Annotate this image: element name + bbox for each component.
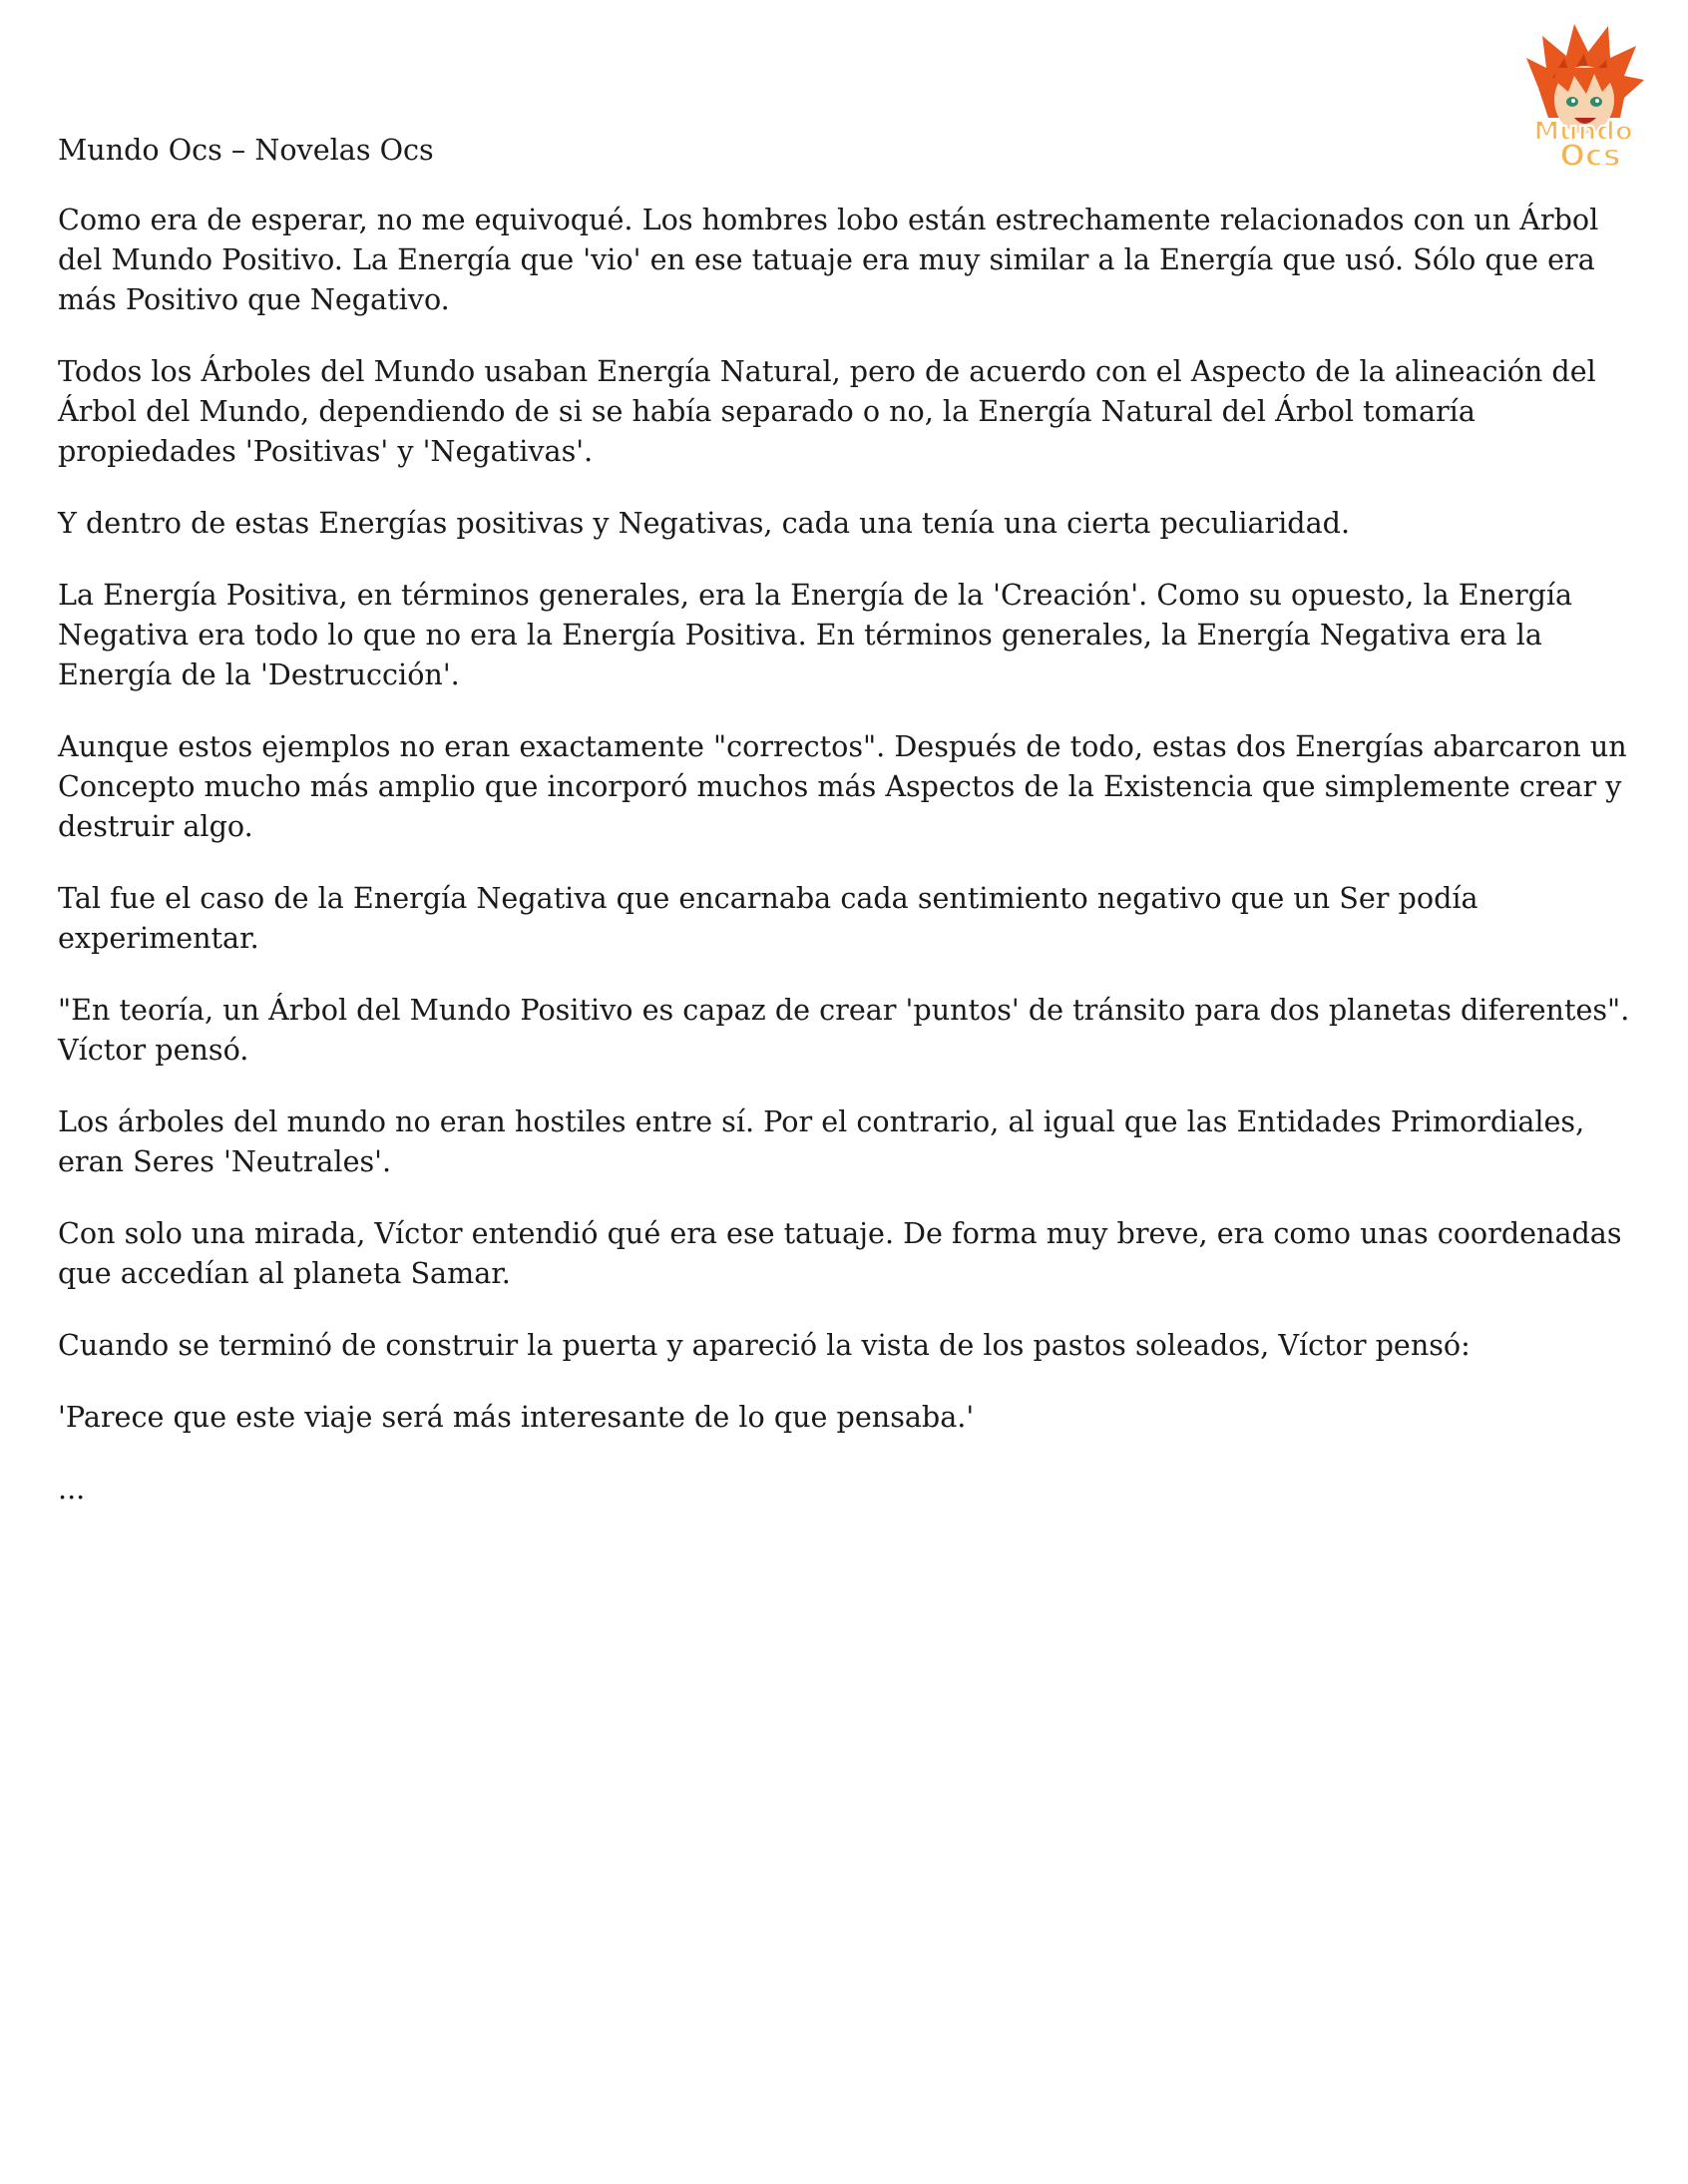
paragraph: Todos los Árboles del Mundo usaban Energía Natural, pero de acuerdo con el Aspecto de la alineación del Árbol del Mundo, dependiendo de si se había separado o no, la Energía Natural del Árbol tomaría propiedades 'Positivas' y 'Negativas'. — [58, 354, 1596, 468]
paragraph: 'Parece que este viaje será más interesante de lo que pensaba.' — [58, 1400, 975, 1434]
ellipsis: ... — [58, 1472, 86, 1506]
logo-text-bottom: Ocs — [1559, 139, 1621, 173]
paragraph: La Energía Positiva, en términos generales, era la Energía de la 'Creación'. Como su opuesto, la Energía Negativa era todo lo que no era la Energía Positiva. En términos generales, la Energía Negativa era la Energía de la 'Destrucción'. — [58, 578, 1573, 691]
paragraph: Como era de esperar, no me equivoqué. Los hombres lobo están estrechamente relacionados con un Árbol del Mundo Positivo. La Energía que 'vio' en ese tatuaje era muy similar a la Energía que usó. Sólo que era más Positivo que Negativo. — [58, 203, 1599, 316]
paragraph: "En teoría, un Árbol del Mundo Positivo es capaz de crear 'puntos' de tránsito para dos planetas diferentes". Víctor pensó. — [58, 993, 1630, 1067]
paragraph: Con solo una mirada, Víctor entendió qué era ese tatuaje. De forma muy breve, era como unas coordenadas que accedían al planeta Samar. — [58, 1216, 1622, 1290]
paragraph: Cuando se terminó de construir la puerta y apareció la vista de los pastos soleados, Víctor pensó: — [58, 1328, 1471, 1362]
logo-text-top: Mundo — [1533, 117, 1633, 147]
paragraph: Aunque estos ejemplos no eran exactamente "correctos". Después de todo, estas dos Energías abarcaron un Concepto mucho más amplio que incorporó muchos más Aspectos de la Existencia que simplemente crear y destruir algo. — [58, 729, 1627, 843]
paragraph: Tal fue el caso de la Energía Negativa que encarnaba cada sentimiento negativo que un Ser podía experimentar. — [58, 881, 1478, 955]
paragraph: Los árboles del mundo no eran hostiles entre sí. Por el contrario, al igual que las Entidades Primordiales, eran Seres 'Neutrales'. — [58, 1104, 1585, 1178]
document-header: Mundo Ocs – Novelas Ocs — [58, 133, 434, 167]
document-body — [58, 130, 1644, 1540]
paragraph: Y dentro de estas Energías positivas y Negativas, cada una tenía una cierta peculiaridad. — [58, 506, 1351, 540]
